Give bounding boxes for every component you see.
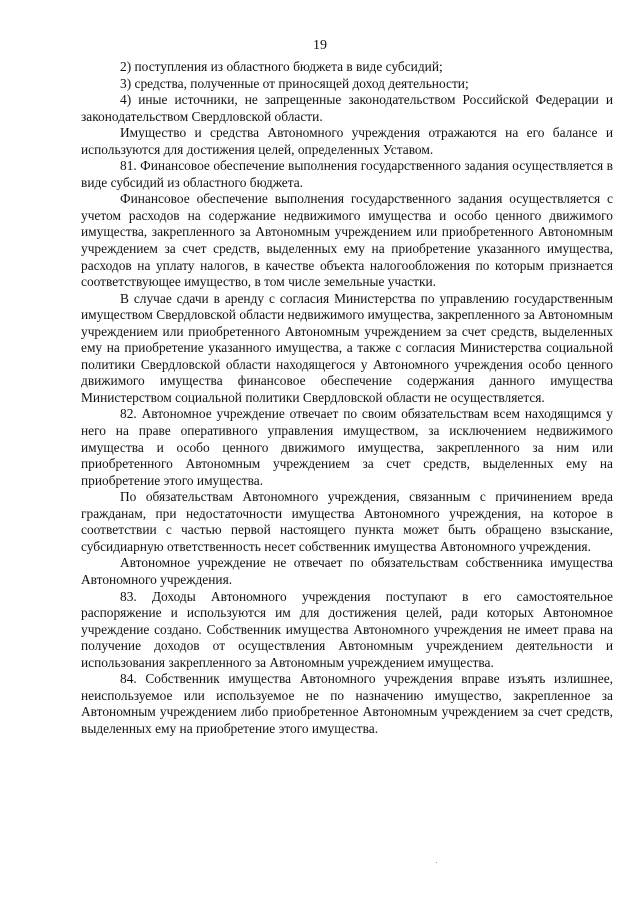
page-number: 19 (313, 38, 327, 53)
paragraph-83: 83. Доходы Автономного учреждения поступают в его самостоятельное распоряжение и используются им для достижения целей, ради которых Автономное учреждение создано. Собственник имущества Автономного учреждения не имеет права на получение доходов от осуществления Автономным учреждением деятельности и использования закрепленного за Автономным учреждением имущества. (81, 588, 613, 670)
scan-speck (436, 862, 437, 863)
paragraph-84: 84. Собственник имущества Автономного учреждения вправе изъять излишнее, неиспользуемое или используемое не по назначению имущество, закрепленное за Автономным учреждением либо приобретенное Автономным учреждением за счет средств, выделенных ему на приобретение этого имущества. (81, 671, 613, 736)
document-body (81, 59, 613, 737)
paragraph-subsidiary-liability: По обязательствам Автономного учреждения, связанным с причинением вреда гражданам, при недостаточности имущества Автономного учреждения, на которое в соответствии с частью первой настоящего пункта может быть обращено взыскание, субсидиарную ответственность несет собственник имущества Автономного учреждения. (81, 489, 613, 554)
paragraph-item-4: 4) иные источники, не запрещенные законодательством Российской Федерации и законодательством Свердловской области. (81, 92, 613, 124)
paragraph-item-3: 3) средства, полученные от приносящей доход деятельности; (120, 75, 469, 91)
paragraph-item-2: 2) поступления из областного бюджета в виде субсидий; (120, 59, 443, 74)
paragraph-financing-expenses: Финансовое обеспечение выполнения государственного задания осуществляется с учетом расходов на содержание недвижимого имущества и особо ценного движимого имущества, закрепленного за Автономным учреждением или приобретенного Автономным учреждением за счет средств, выделенных ему на приобретение указанного имущества, расходов на уплату налогов, в качестве объекта налогообложения по которым признается соответствующее имущество, в том числе земельные участки. (81, 191, 613, 290)
paragraph-81: 81. Финансовое обеспечение выполнения государственного задания осуществляется в виде субсидий из областного бюджета. (81, 158, 613, 190)
paragraph-lease-case: В случае сдачи в аренду с согласия Министерства по управлению государственным имуществом Свердловской области недвижимого имущества, закрепленного за Автономным учреждением или приобретенного Автономным учреждением за счет средств, выделенных ему на приобретение указанного имущества, а также с согласия Министерства социальной политики Свердловской области находящегося у Автономного учреждения особо ценного движимого имущества финансовое обеспечение содержания данного имущества Министерством социальной политики Свердловской области не осуществляется. (81, 290, 613, 405)
paragraph-property-balance: Имущество и средства Автономного учреждения отражаются на его балансе и используются для достижения целей, определенных Уставом. (81, 125, 613, 157)
paragraph-owner-obligations: Автономное учреждение не отвечает по обязательствам собственника имущества Автономного учреждения. (81, 555, 613, 587)
paragraph-82: 82. Автономное учреждение отвечает по своим обязательствам всем находящимся у него на праве оперативного управления имуществом, за исключением недвижимого имущества и особо ценного движимого имущества, закрепленного за ним или приобретенного Автономным учреждением за счет средств, выделенных ему на приобретение этого имущества. (81, 406, 613, 488)
